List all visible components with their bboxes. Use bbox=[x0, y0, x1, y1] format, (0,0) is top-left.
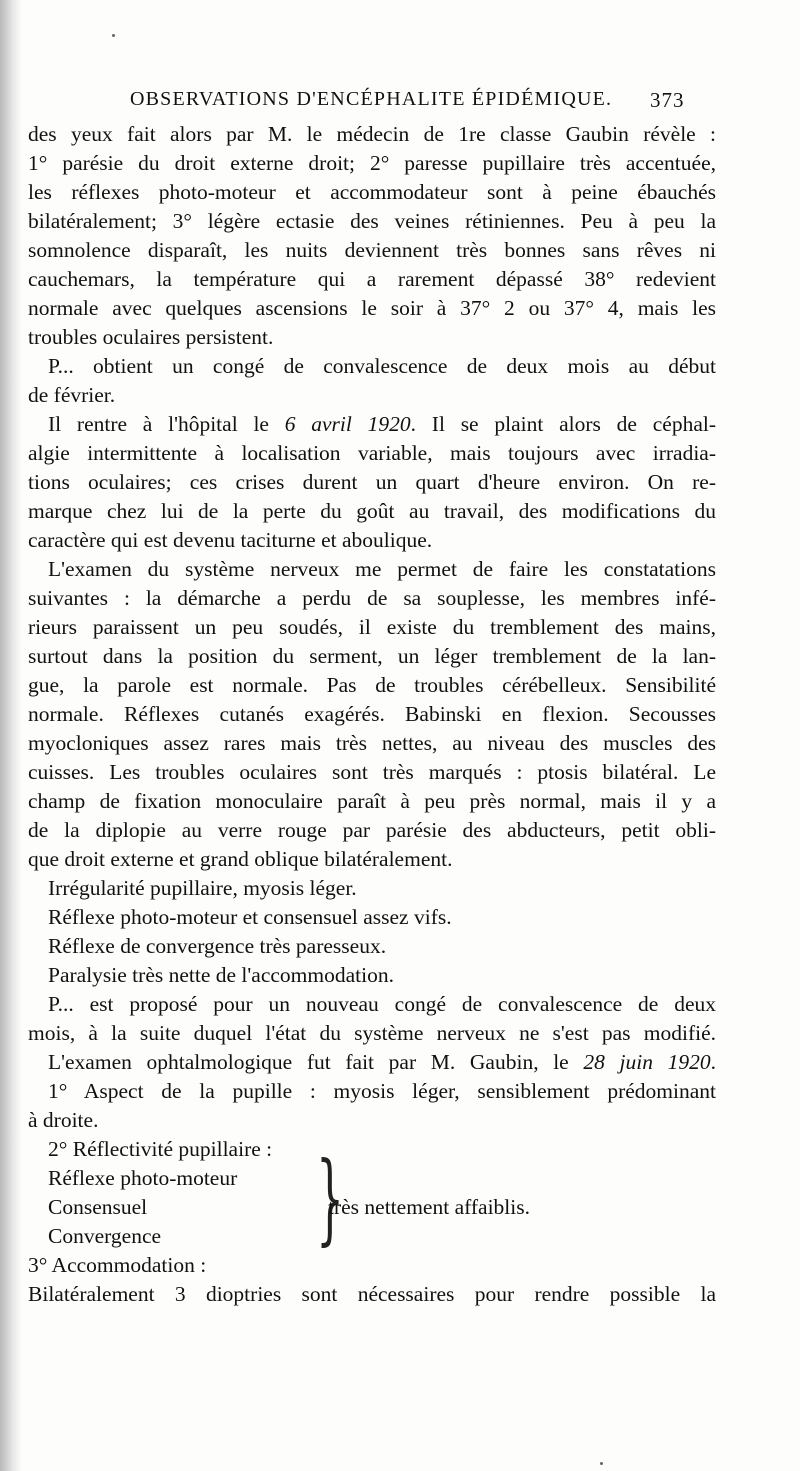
text-line: 1° Aspect de la pupille : myosis léger, sensiblement prédominant bbox=[48, 1079, 716, 1103]
page-header bbox=[0, 80, 800, 116]
text-line: champ de fixation monoculaire paraît à peu près normal, mais il y a bbox=[28, 789, 716, 813]
paragraph-5 bbox=[28, 990, 716, 1077]
date-italic: 6 avril 1920 bbox=[284, 412, 411, 436]
finding-item: Réflexe photo-moteur et consensuel assez vifs. bbox=[48, 905, 452, 929]
page-edge-shadow bbox=[0, 0, 22, 1471]
body-text bbox=[28, 120, 716, 1309]
running-title: OBSERVATIONS D'ENCÉPHALITE ÉPIDÉMIQUE. bbox=[130, 88, 613, 110]
text-line: Bilatéralement 3 dioptries sont nécessaires pour rendre possible la bbox=[28, 1282, 716, 1306]
text-line: algie intermittente à localisation variable, mais toujours avec irradia- bbox=[28, 441, 716, 465]
text-line: les réflexes photo-moteur et accommodateur sont à peine ébauchés bbox=[28, 180, 716, 204]
text-line: P... est proposé pour un nouveau congé de convalescence de deux bbox=[48, 992, 716, 1016]
finding-item: Irrégularité pupillaire, myosis léger. bbox=[48, 876, 357, 900]
text-line: que droit externe et grand oblique bilatéralement. bbox=[28, 847, 453, 871]
text-line: myocloniques assez rares mais très nettes, au niveau des muscles des bbox=[28, 731, 716, 755]
item-2-pupil-reflectivity bbox=[28, 1135, 716, 1256]
item-heading: 3° Accommodation : bbox=[28, 1253, 207, 1277]
paragraph-1 bbox=[28, 120, 716, 352]
brace-item: Réflexe photo-moteur bbox=[48, 1166, 238, 1190]
item-heading: 2° Réflectivité pupillaire : bbox=[48, 1137, 273, 1161]
text-segment: . Il se plaint alors de céphal- bbox=[410, 412, 716, 436]
finding-item: Paralysie très nette de l'accommodation. bbox=[48, 963, 394, 987]
text-line: L'examen du système nerveux me permet de faire les constatations bbox=[48, 557, 716, 581]
brace-label: très nettement affaiblis. bbox=[328, 1195, 530, 1219]
text-line: troubles oculaires persistent. bbox=[28, 325, 274, 349]
text-line: mois, à la suite duquel l'état du système nerveux ne s'est pas modifié. bbox=[28, 1021, 716, 1045]
text-segment: L'examen ophtalmologique fut fait par M. Gaubin, le bbox=[48, 1050, 584, 1074]
text-line: des yeux fait alors par M. le médecin de 1re classe Gaubin révèle : bbox=[28, 122, 716, 146]
text-line: P... obtient un congé de convalescence de deux mois au début bbox=[48, 354, 716, 378]
text-line: cuisses. Les troubles oculaires sont très marqués : ptosis bilatéral. Le bbox=[28, 760, 716, 784]
page-number: 373 bbox=[650, 88, 685, 112]
paragraph-2 bbox=[28, 352, 716, 410]
text-line: de février. bbox=[28, 383, 116, 407]
item-1-pupil-aspect bbox=[28, 1077, 716, 1135]
brace-items bbox=[48, 1164, 237, 1251]
text-line: marque chez lui de la perte du goût au travail, des modifications du bbox=[28, 499, 716, 523]
text-segment: Il rentre à l'hôpital le bbox=[48, 412, 285, 436]
text-line: 1° parésie du droit externe droit; 2° paresse pupillaire très accentuée, bbox=[28, 151, 716, 175]
print-speck bbox=[112, 34, 115, 37]
finding-item: Réflexe de convergence très paresseux. bbox=[48, 934, 387, 958]
text-line: cauchemars, la température qui a rarement dépassé 38° redevient bbox=[28, 267, 716, 291]
text-line: bilatéralement; 3° légère ectasie des veines rétiniennes. Peu à peu la bbox=[28, 209, 716, 233]
brace-item: Convergence bbox=[48, 1224, 162, 1248]
findings-list bbox=[28, 874, 716, 990]
brace-item: Consensuel bbox=[48, 1195, 148, 1219]
text-line: de la diplopie au verre rouge par parésie des abducteurs, petit obli- bbox=[28, 818, 716, 842]
text-line: tions oculaires; ces crises durent un quart d'heure environ. On re- bbox=[28, 470, 716, 494]
text-line: gue, la parole est normale. Pas de troubles cérébelleux. Sensibilité bbox=[28, 673, 716, 697]
text-line: normale avec quelques ascensions le soir à 37° 2 ou 37° 4, mais les bbox=[28, 296, 716, 320]
text-line: normale. Réflexes cutanés exagérés. Babinski en flexion. Secousses bbox=[28, 702, 716, 726]
paragraph-4 bbox=[28, 555, 716, 874]
paragraph-3 bbox=[28, 410, 716, 555]
text-line: suivantes : la démarche a perdu de sa souplesse, les membres infé- bbox=[28, 586, 716, 610]
print-speck bbox=[600, 1462, 603, 1465]
text-line: surtout dans la position du serment, un léger tremblement de la lan- bbox=[28, 644, 716, 668]
date-italic: 28 juin 1920 bbox=[583, 1050, 711, 1074]
text-line: rieurs paraissent un peu soudés, il existe du tremblement des mains, bbox=[28, 615, 716, 639]
text-line bbox=[28, 410, 716, 439]
text-line: à droite. bbox=[28, 1108, 99, 1132]
text-segment: . bbox=[710, 1050, 716, 1074]
right-brace-icon: } bbox=[316, 1142, 345, 1256]
text-line bbox=[28, 1048, 716, 1077]
text-line: somnolence disparaît, les nuits deviennent très bonnes sans rêves ni bbox=[28, 238, 716, 262]
text-line: caractère qui est devenu taciturne et aboulique. bbox=[28, 528, 433, 552]
item-3-accommodation bbox=[28, 1251, 716, 1309]
